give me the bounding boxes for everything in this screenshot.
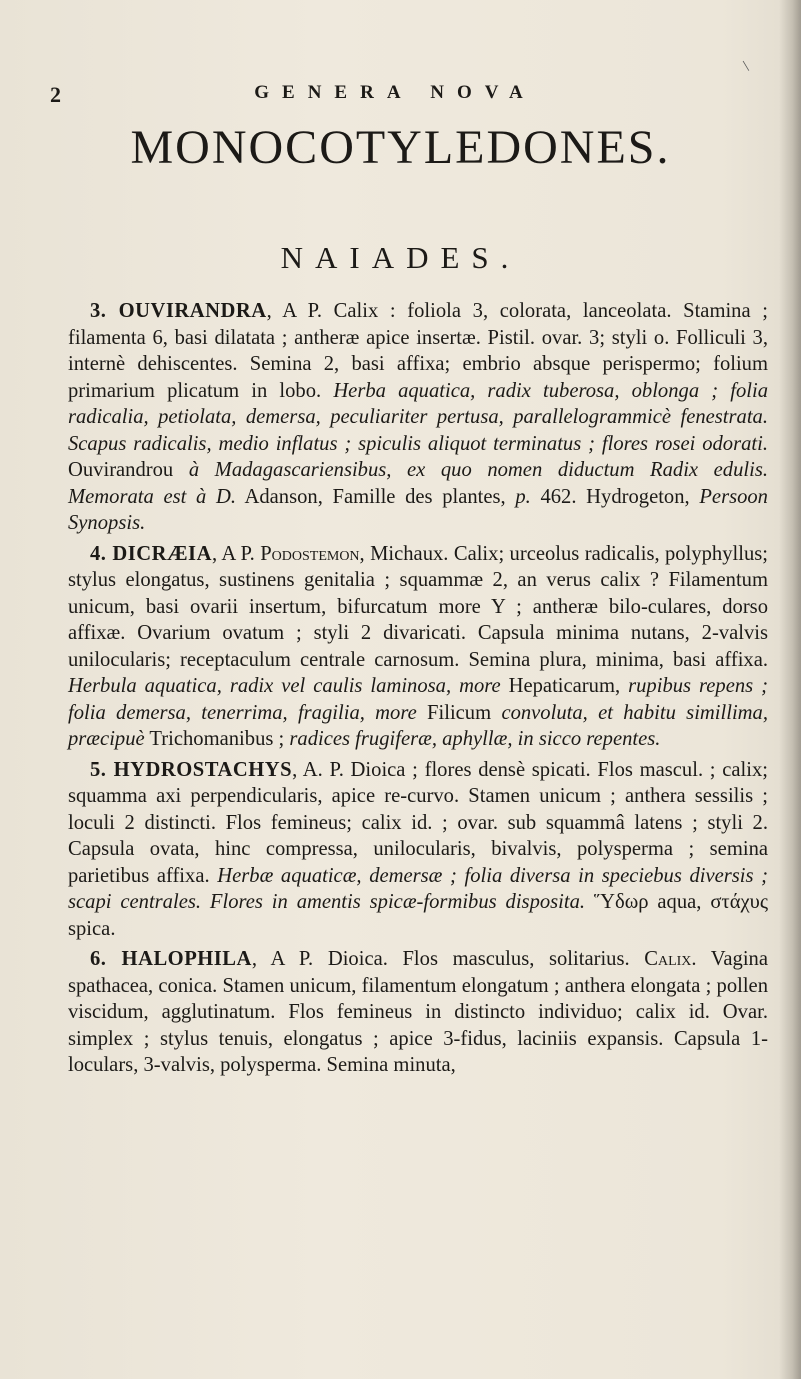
- section-title: MONOCOTYLEDONES.: [130, 121, 671, 174]
- family-title: NAIADES.: [280, 240, 521, 275]
- genus-entry-hydrostachys: [68, 757, 768, 943]
- author: , A P.: [211, 542, 255, 565]
- genus-entry-halophila: [68, 946, 768, 1079]
- italic-description: radices frugiferæ, aphyllæ, in sicco repentes.: [289, 728, 661, 750]
- genus-name: 6. HALOPHILA: [90, 948, 252, 970]
- description-text: , Michaux. Calix; urceolus radicalis, polyphyllus; stylus elongatus, sustinens genitalia ; squammæ 2, an verus calix ? Filamentum unicum, basi ovarii insertum, bifurcatum more Y ; antheræ bilo-culares, dorso affixæ. Ovarium ovatum ; styli 2 divaricati. Capsula minima nutans, 2-valvis unilocularis; receptaculum centrale carnosum. Semina plura, minima, basi affixa.: [68, 542, 768, 671]
- description-text: Ouvirandrou: [68, 459, 189, 481]
- genus-descriptions: [68, 298, 768, 1083]
- author: , A. P.: [292, 758, 344, 781]
- author: , A P.: [251, 948, 314, 970]
- ink-mark: \: [742, 57, 751, 76]
- italic-description: Herbæ aquaticæ, demersæ ; folia diversa in speciebus diversis ; scapi centrales. Flores in amentis spicæ-formibus disposita.: [68, 864, 768, 913]
- italic-description: rupibus repens ; folia demersa, tenerrima, fragilia, more: [68, 675, 769, 724]
- genus-entry-ouvirandra: [68, 298, 768, 537]
- running-head-title: GENERA NOVA: [254, 82, 536, 103]
- italic-description: convoluta, et habitu simillima, præcipuè: [68, 701, 768, 750]
- italic-description: à Madagascariensibus, ex quo nomen diductum Radix edulis. Memorata est à D.: [68, 459, 768, 508]
- description-text: Trichomanibus ;: [144, 728, 290, 750]
- description-text: Dioica ; flores densè spicati. Flos mascul. ; calix; squamma axi perpendicularis, apice re-curvo. Stamen unicum ; anthera sessilis ; loculi 2 distincti. Flos femineus; calix id. ; ovar. sub squammâ latens ; styli 2. Capsula ovata, hinc compressa, unilocularis, bivalvis, polysperma ; semina parietibus affixa.: [68, 758, 768, 887]
- italic-description: Herbula aquatica, radix vel caulis laminosa, more: [68, 675, 501, 697]
- description-text: 462. Hydrogeton,: [530, 485, 700, 508]
- synonym: Podostemon: [254, 542, 360, 565]
- author: , A P.: [266, 300, 322, 322]
- section-label: Calix: [644, 948, 692, 970]
- description-text: Calix : foliola 3, colorata, lanceolata. Stamina ; filamenta 6, basi dilatata ; antheræ apice insertæ. Pistil. ovar. 3; styli o. Folliculi 3, internè dehiscentes. Semina 2, basi affixa; embrio absque perispermo; folium primarium plicatum in lobo.: [68, 300, 768, 402]
- etymology: Ὕδωρ aqua, στάχυς spica.: [68, 891, 768, 940]
- description-text: . Vagina spathacea, conica. Stamen unicum, filamentum elongatum ; anthera elongata ; pollen viscidum, agglutinatum. Flos femineus in distincto individuo; calix id. Ovar. simplex ; stylus tenuis, elongatus ; apice 3-fidus, laciniis expansis. Capsula 1-loculars, 3-valvis, polysperma. Semina minuta,: [68, 948, 768, 1076]
- genus-name: 5. HYDROSTACHYS: [90, 758, 293, 781]
- description-text: Dioica. Flos masculus, solitarius.: [313, 948, 645, 970]
- genus-name: 3. OUVIRANDRA: [90, 300, 267, 322]
- genus-name: 4. DICRÆIA: [90, 542, 212, 565]
- page-gutter-shadow: [779, 0, 801, 1379]
- running-head: [50, 82, 740, 116]
- description-text: Filicum: [416, 701, 502, 724]
- page-number: 2: [50, 82, 62, 107]
- description-text: Adanson, Famille des plantes,: [235, 485, 516, 508]
- italic-description: Herba aquatica, radix tuberosa, oblonga ; folia radicalia, petiolata, demersa, peculiariter pertusa, parallelogrammicè fenestrata. Scapus radicalis, medio inflatus ; spiculis aliquot terminatus ; flores rosei odorati.: [68, 379, 768, 455]
- italic-description: p.: [515, 485, 531, 508]
- genus-entry-dicraeia: [68, 541, 768, 753]
- description-text: Hepaticarum,: [500, 675, 629, 697]
- citation: Persoon Synopsis.: [68, 485, 768, 534]
